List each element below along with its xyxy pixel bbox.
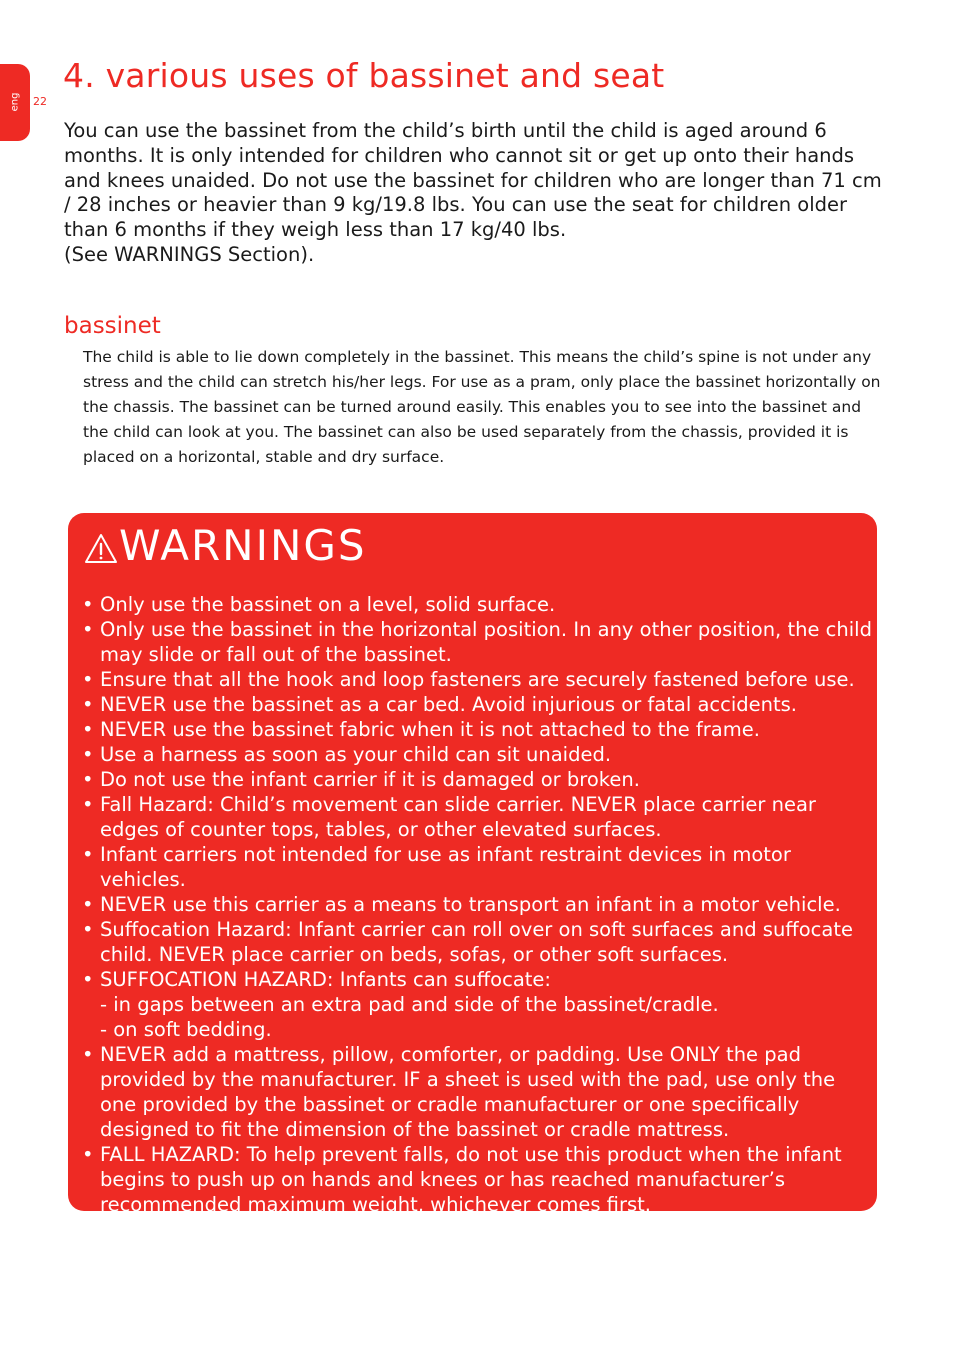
warnings-list (82, 592, 872, 1217)
warning-text: NEVER use this carrier as a means to transport an infant in a motor vehicle. (100, 893, 841, 916)
bassinet-body: The child is able to lie down completely in the bassinet. This means the child’s spine is not under any stress and the child can stretch his/her legs. For use as a pram, only place the bassinet horizontally on the chassis. The bassinet can be turned around easily. This enables you to see into the bassinet and the child can look at you. The bassinet can also be used separately from the chassis, provided it is placed on a horizontal, stable and dry surface. (83, 348, 881, 466)
warning-item (82, 1042, 872, 1142)
bullet-icon: • (82, 693, 94, 716)
bullet-icon: • (82, 718, 94, 741)
bullet-icon: • (82, 593, 94, 616)
bullet-icon: • (82, 918, 94, 941)
warning-triangle-icon (84, 532, 118, 566)
warning-text: FALL HAZARD: To help prevent falls, do not use this product when the infant begins to push up on hands and knees or has reached manufacturer’s recommended maximum weight, whichever comes first. (100, 1143, 842, 1216)
bullet-icon: • (82, 668, 94, 691)
warning-text: Only use the bassinet on a level, solid surface. (100, 593, 556, 616)
warning-item (82, 917, 872, 967)
intro-text: You can use the bassinet from the child’s birth until the child is aged around 6 months. It is only intended for children who cannot sit or get up onto their hands and knees unaided. Do not use the bassinet for children who are longer than 71 cm / 28 inches or heavier than 9 kg/19.8 lbs. You can use the seat for children older than 6 months if they weigh less than 17 kg/40 lbs. (64, 119, 882, 242)
warning-item (82, 1142, 872, 1217)
warning-text: Suffocation Hazard: Infant carrier can roll over on soft surfaces and suffocate child. NEVER place carrier on beds, sofas, or other soft surfaces. (100, 918, 853, 966)
warning-item (82, 592, 872, 617)
warning-text: NEVER use the bassinet fabric when it is not attached to the frame. (100, 718, 760, 741)
warning-text: Fall Hazard: Child’s movement can slide carrier. NEVER place carrier near edges of counter tops, tables, or other elevated surfaces. (100, 793, 816, 841)
bullet-icon: • (82, 768, 94, 791)
language-label: eng (9, 92, 21, 112)
bullet-icon: • (82, 793, 94, 816)
bullet-icon: • (82, 743, 94, 766)
warnings-heading: WARNINGS (119, 521, 367, 570)
warning-item (82, 842, 872, 892)
bullet-icon: • (82, 1043, 94, 1066)
warning-text: Only use the bassinet in the horizontal position. In any other position, the child may slide or fall out of the bassinet. (100, 618, 872, 666)
warning-text: Do not use the infant carrier if it is damaged or broken. (100, 768, 640, 791)
bullet-icon: • (82, 1143, 94, 1166)
bullet-icon: • (82, 618, 94, 641)
warning-text: SUFFOCATION HAZARD: Infants can suffocate: - in gaps between an extra pad and side of the bassinet/cradle. - on soft bedding. (100, 968, 719, 1041)
warning-item (82, 967, 872, 1042)
warnings-box (68, 513, 877, 1216)
warning-item (82, 892, 872, 917)
warning-item (82, 792, 872, 842)
warning-item (82, 667, 872, 692)
bullet-icon: • (82, 843, 94, 866)
page-number: 22 (33, 95, 47, 108)
intro-paragraph (64, 119, 884, 268)
language-tab (0, 64, 30, 141)
warning-item (82, 742, 872, 767)
warning-text: NEVER use the bassinet as a car bed. Avoid injurious or fatal accidents. (100, 693, 798, 716)
bassinet-heading: bassinet (64, 313, 161, 339)
warning-text: NEVER add a mattress, pillow, comforter, or padding. Use ONLY the pad provided by the manufacturer. IF a sheet is used with the pad, use only the one provided by the bassinet or cradle manufacturer or one specifically designed to fit the dimension of the bassinet or cradle mattress. (100, 1043, 836, 1141)
intro-see-also: (See WARNINGS Section). (64, 242, 315, 266)
warning-item (82, 717, 872, 742)
warning-text: Ensure that all the hook and loop fasteners are securely fastened before use. (100, 668, 855, 691)
warning-item (82, 692, 872, 717)
warnings-title (84, 521, 367, 570)
bullet-icon: • (82, 893, 94, 916)
warning-text: Use a harness as soon as your child can sit unaided. (100, 743, 612, 766)
warning-item (82, 617, 872, 667)
bullet-icon: • (82, 968, 94, 991)
page-title: 4. various uses of bassinet and seat (63, 56, 665, 95)
warning-item (82, 767, 872, 792)
warning-text: Infant carriers not intended for use as infant restraint devices in motor vehicles. (100, 843, 791, 891)
